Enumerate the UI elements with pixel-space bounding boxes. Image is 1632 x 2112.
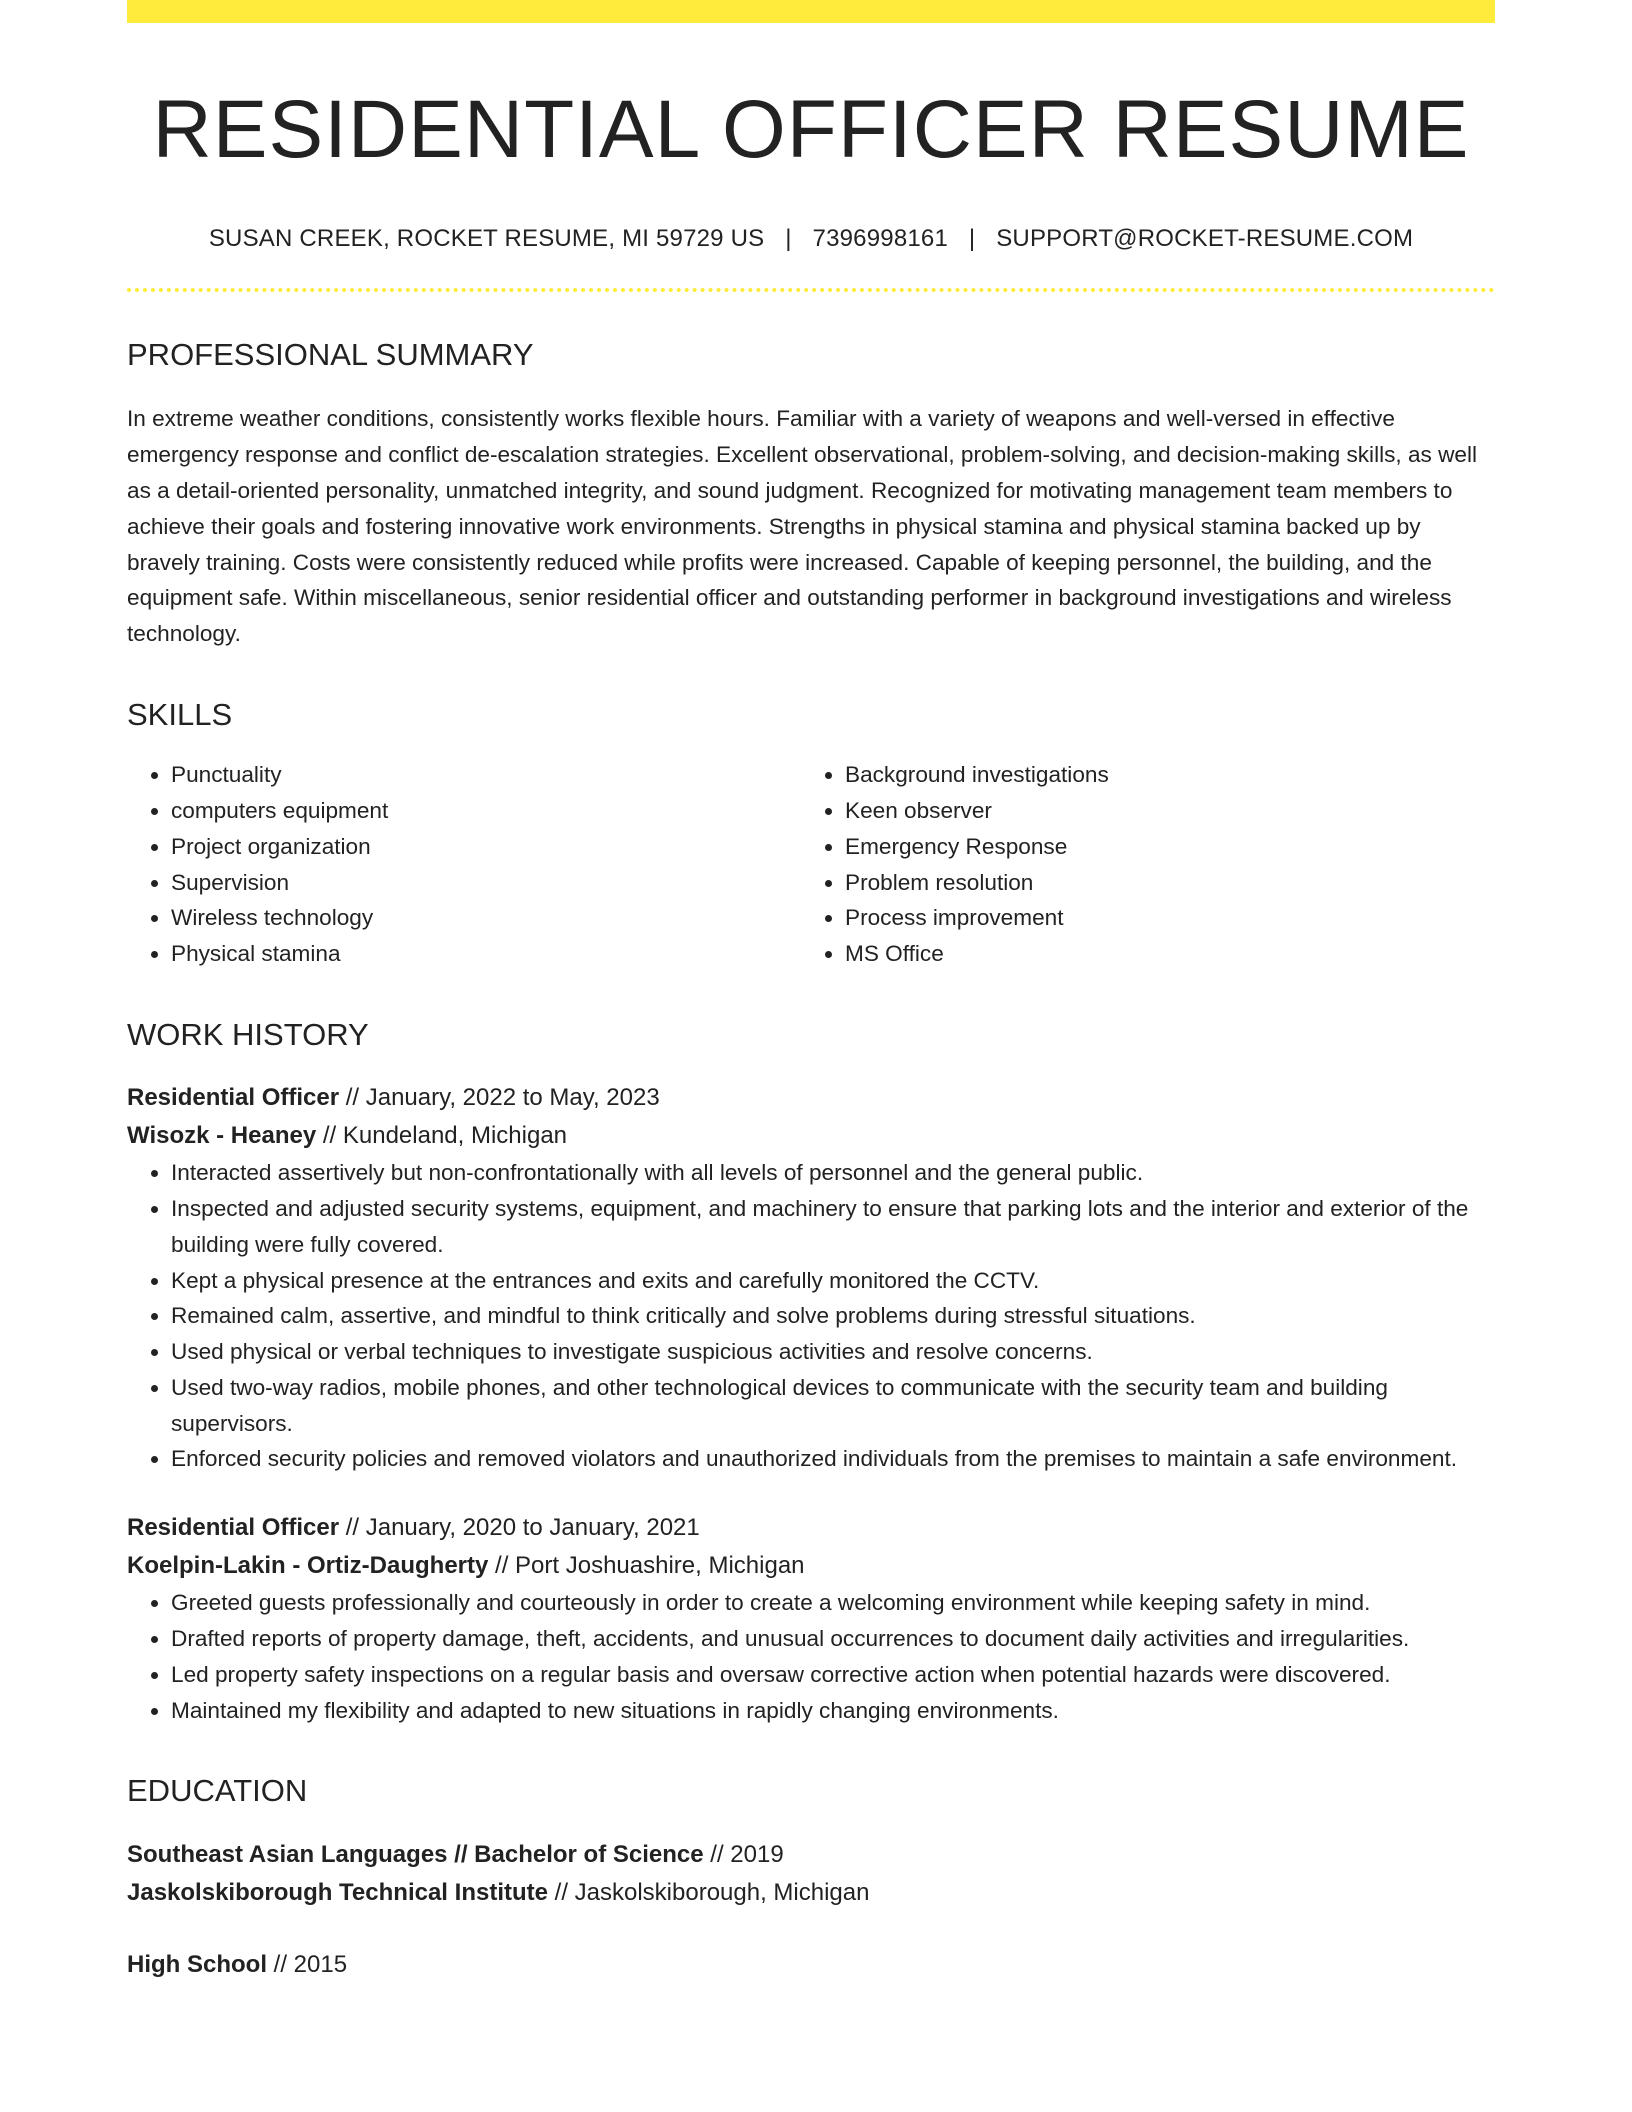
job-duty: • Used physical or verbal techniques to investigate suspicious activities and resolve concerns.	[171, 1334, 1495, 1370]
section-heading-work-history: WORK HISTORY	[127, 1016, 369, 1052]
job-duty: • Drafted reports of property damage, theft, accidents, and unusual occurrences to document daily activities and irregularities.	[171, 1621, 1495, 1657]
job-dates: // January, 2022 to May, 2023	[339, 1084, 660, 1112]
education-location: // Jaskolskiborough, Michigan	[547, 1878, 870, 1906]
job-duty: • Interacted assertively but non-confrontationally with all levels of personnel and the general public.	[171, 1155, 1495, 1191]
job-duty: • Inspected and adjusted security systems, equipment, and machinery to ensure that parking lots and the interior and exterior of the building were fully covered.	[171, 1191, 1495, 1263]
skill-item: • Supervision	[171, 865, 801, 901]
skill-item: • MS Office	[845, 936, 1475, 972]
job-duty: • Kept a physical presence at the entrances and exits and carefully monitored the CCTV.	[171, 1263, 1495, 1299]
job-duty: • Greeted guests professionally and courteously in order to create a welcoming environment while keeping safety in mind.	[171, 1585, 1495, 1621]
job-duty: • Remained calm, assertive, and mindful to think critically and solve problems during stressful situations.	[171, 1298, 1495, 1334]
skill-item: • Problem resolution	[845, 865, 1475, 901]
contact-email: SUPPORT@ROCKET-RESUME.COM	[996, 225, 1414, 253]
contact-address: SUSAN CREEK, ROCKET RESUME, MI 59729 US	[208, 225, 765, 253]
education-school-line	[127, 1874, 1495, 1912]
contact-separator: |	[785, 225, 792, 253]
job-title: Residential Officer	[127, 1514, 340, 1542]
summary-text: In extreme weather conditions, consistently works flexible hours. Familiar with a variety of weapons and well-versed in effective emergency response and conflict de-escalation strategies. Excellent observational, problem-solving, and decision-making skills, as well as a detail-oriented personality, unmatched integrity, and sound judgment. Recognized for motivating management team members to achieve their goals and fostering innovative work environments. Strengths in physical stamina and physical stamina backed up by bravely training. Costs were consistently reduced while profits were increased. Capable of keeping personnel, the building, and the equipment safe. Within miscellaneous, senior residential officer and outstanding performer in background investigations and wireless technology.	[127, 406, 1478, 647]
education-degree: Southeast Asian Languages // Bachelor of Science	[127, 1840, 704, 1868]
dotted-divider	[127, 288, 1495, 292]
job-entry	[127, 1509, 1495, 1728]
job-duty: • Led property safety inspections on a regular basis and oversaw corrective action when potential hazards were discovered.	[171, 1657, 1495, 1693]
skill-item: • Wireless technology	[171, 900, 801, 936]
job-location: // Port Joshuashire, Michigan	[488, 1552, 805, 1580]
skills-column-left	[127, 757, 801, 972]
education-degree-line	[127, 1836, 1495, 1874]
job-location: // Kundeland, Michigan	[316, 1122, 568, 1150]
education-school: Jaskolskiborough Technical Institute	[127, 1878, 548, 1906]
skills-column-right	[801, 757, 1475, 972]
job-title: Residential Officer	[127, 1084, 340, 1112]
job-company: Koelpin-Lakin - Ortiz-Daugherty	[127, 1552, 489, 1580]
education-year: // 2019	[703, 1840, 784, 1868]
job-duties-list	[127, 1155, 1495, 1477]
resume-page	[127, 0, 1495, 1984]
job-duty: • Maintained my flexibility and adapted to new situations in rapidly changing environments.	[171, 1693, 1495, 1729]
skill-item: • Emergency Response	[845, 829, 1475, 865]
job-duty: • Used two-way radios, mobile phones, and other technological devices to communicate with the security team and building supervisors.	[171, 1370, 1495, 1442]
skill-item: • Project organization	[171, 829, 801, 865]
job-company-line	[127, 1547, 1495, 1585]
job-dates: // January, 2020 to January, 2021	[339, 1514, 700, 1542]
contact-line	[127, 225, 1495, 253]
education-degree-line	[127, 1946, 1495, 1984]
skills-list	[127, 757, 1495, 972]
skill-item: • Process improvement	[845, 900, 1475, 936]
resume-title: RESIDENTIAL OFFICER RESUME	[152, 84, 1470, 175]
skill-item: • computers equipment	[171, 793, 801, 829]
job-company: Wisozk - Heaney	[127, 1122, 317, 1150]
section-heading-education: EDUCATION	[127, 1773, 308, 1809]
education-degree: High School	[127, 1950, 267, 1978]
job-title-line	[127, 1079, 1495, 1117]
job-company-line	[127, 1117, 1495, 1155]
section-heading-skills: SKILLS	[127, 696, 233, 732]
skill-item: • Keen observer	[845, 793, 1475, 829]
top-accent-bar	[127, 0, 1495, 23]
skill-item: • Background investigations	[845, 757, 1475, 793]
skill-item: • Punctuality	[171, 757, 801, 793]
job-title-line	[127, 1509, 1495, 1547]
education-year: // 2015	[267, 1950, 348, 1978]
job-duties-list	[127, 1585, 1495, 1728]
skill-item: • Physical stamina	[171, 936, 801, 972]
job-entry	[127, 1079, 1495, 1477]
job-duty: • Enforced security policies and removed violators and unauthorized individuals from the premises to maintain a safe environment.	[171, 1441, 1495, 1477]
section-heading-summary: PROFESSIONAL SUMMARY	[127, 337, 534, 373]
contact-separator: |	[968, 225, 976, 253]
contact-phone: 7396998161	[812, 225, 949, 253]
